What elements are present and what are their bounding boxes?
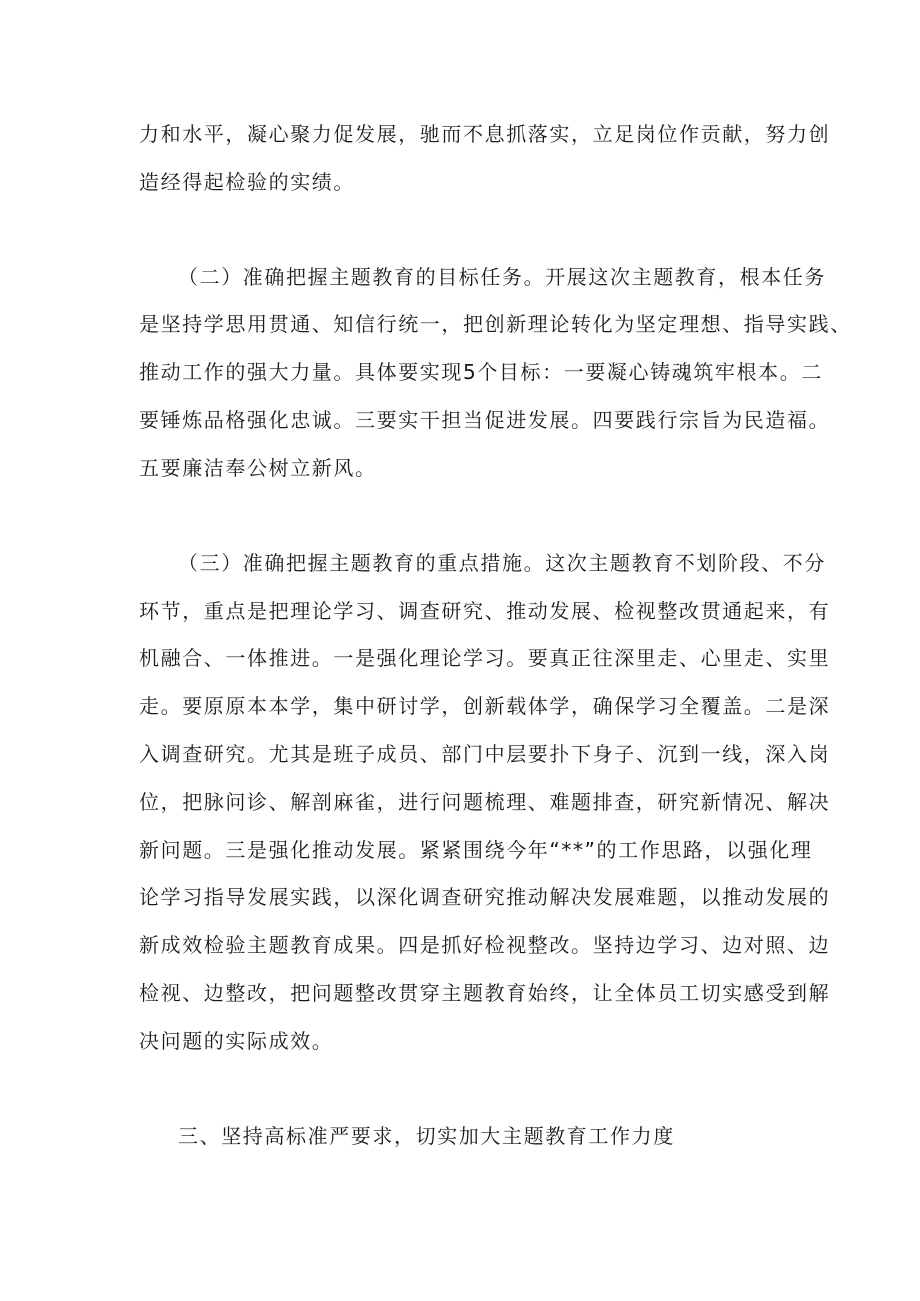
paragraph-3-line-11: 决问题的实际成效。 — [139, 1029, 334, 1053]
paragraph-2-line-5: 五要廉洁奉公树立新风。 — [139, 456, 377, 480]
paragraph-3-line-10: 检视、边整改，把问题整改贯穿主题教育始终，让全体员工切实感受到解 — [139, 981, 831, 1005]
paragraph-3-line-9: 新成效检验主题教育成果。四是抓好检视整改。坚持边学习、边对照、边 — [139, 933, 831, 957]
paragraph-3-line-8: 论学习指导发展实践，以深化调查研究推动解决发展难题，以推动发展的 — [139, 885, 831, 909]
paragraph-3-line-3: 机融合、一体推进。一是强化理论学习。要真正往深里走、心里走、实里 — [139, 646, 831, 670]
paragraph-3-line-1: （三）准确把握主题教育的重点措施。这次主题教育不划阶段、不分 — [178, 551, 826, 575]
paragraph-3-line-2: 环节，重点是把理论学习、调查研究、推动发展、检视整改贯通起来，有 — [139, 599, 831, 623]
paragraph-3-line-6: 位，把脉问诊、解剖麻雀，进行问题梳理、难题排查，研究新情况、解决 — [139, 790, 831, 814]
paragraph-2-line-2: 是坚持学思用贯通、知信行统一，把创新理论转化为坚定理想、指导实践、 — [139, 312, 852, 336]
paragraph-2-line-4: 要锤炼品格强化忠诚。三要实干担当促进发展。四要践行宗旨为民造福。 — [139, 408, 831, 432]
paragraph-3-line-5: 入调查研究。尤其是班子成员、部门中层要扑下身子、沉到一线，深入岗 — [139, 742, 831, 766]
section-heading-3: 三、坚持高标准严要求，切实加大主题教育工作力度 — [178, 1124, 675, 1148]
paragraph-2-line-1: （二）准确把握主题教育的目标任务。开展这次主题教育，根本任务 — [178, 265, 826, 289]
paragraph-3-line-7: 新问题。三是强化推动发展。紧紧围绕今年“**”的工作思路，以强化理 — [139, 838, 813, 862]
paragraph-1-line-1: 力和水平，凝心聚力促发展，驰而不息抓落实，立足岗位作贡献，努力创 — [139, 122, 831, 146]
paragraph-3-line-4: 走。要原原本本学，集中研讨学，创新载体学，确保学习全覆盖。二是深 — [139, 694, 831, 718]
paragraph-1-line-2: 造经得起检验的实绩。 — [139, 170, 355, 194]
paragraph-2-line-3: 推动工作的强大力量。具体要实现5个目标：一要凝心铸魂筑牢根本。二 — [139, 360, 823, 384]
